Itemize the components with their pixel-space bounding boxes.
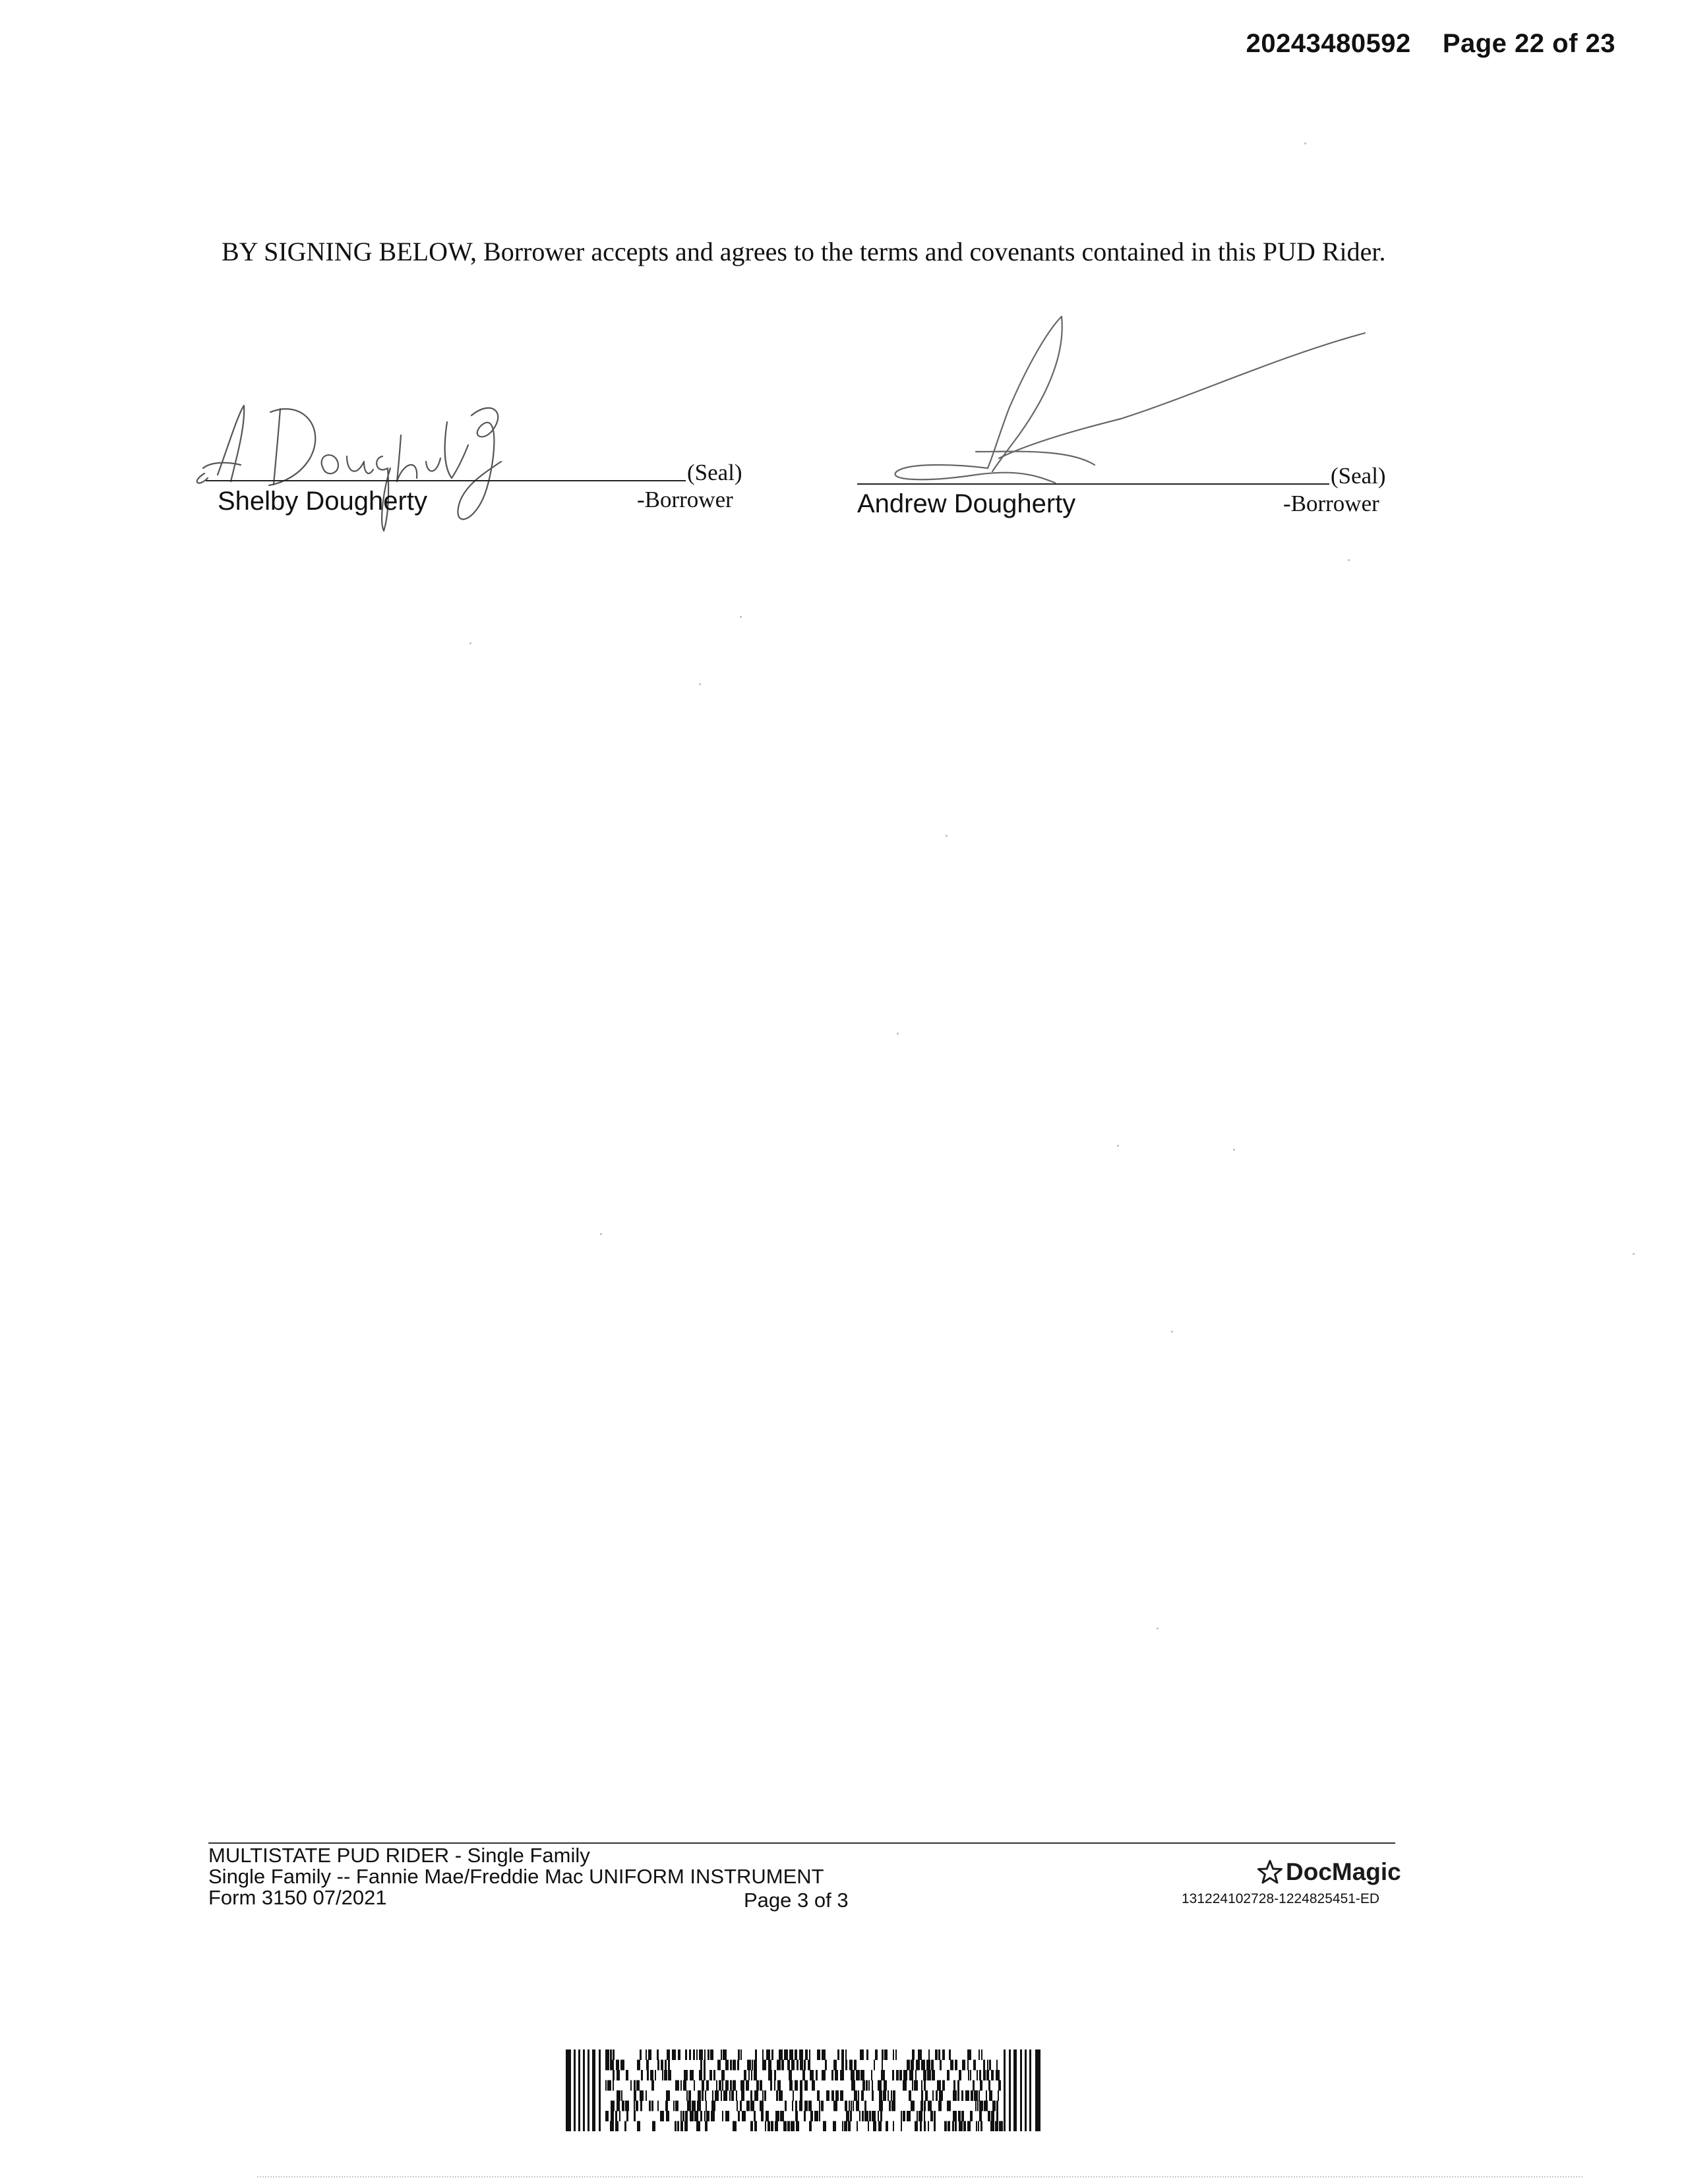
docmagic-brand xyxy=(1257,1858,1401,1886)
document-id: 131224102728-1224825451-ED xyxy=(1182,1891,1380,1906)
form-title: MULTISTATE PUD RIDER - Single Family xyxy=(208,1844,590,1867)
document-number: 20243480592 xyxy=(1246,29,1411,58)
form-number: Form 3150 07/2021 xyxy=(208,1886,387,1909)
scan-speck xyxy=(1157,1627,1159,1629)
form-subtitle: Single Family -- Fannie Mae/Freddie Mac UNIFORM INSTRUMENT xyxy=(208,1865,824,1888)
signing-statement: BY SIGNING BELOW, Borrower accepts and agrees to the terms and covenants contained in this PUD Rider. xyxy=(222,237,1386,266)
role-label: -Borrower xyxy=(1283,491,1379,516)
pdf417-barcode xyxy=(566,2049,1042,2131)
star-outline-icon xyxy=(1257,1859,1283,1885)
scan-speck xyxy=(946,835,948,837)
scan-speck xyxy=(1171,1331,1173,1333)
printed-name: Andrew Dougherty xyxy=(857,489,1076,518)
docmagic-logo-text: DocMagic xyxy=(1286,1858,1401,1885)
scan-speck xyxy=(740,616,742,618)
scan-speck xyxy=(1633,1253,1635,1255)
signature-line xyxy=(206,480,686,481)
scan-speck xyxy=(1348,559,1350,561)
scan-speck xyxy=(897,1033,899,1035)
scan-speck xyxy=(1117,1145,1119,1147)
page-number: Page 22 of 23 xyxy=(1442,29,1615,58)
handwritten-signature-andrew xyxy=(884,310,1385,508)
role-label: -Borrower xyxy=(637,487,733,512)
document-header xyxy=(1246,29,1615,59)
scan-speck xyxy=(699,683,701,685)
signature-line xyxy=(857,483,1329,485)
printed-name: Shelby Dougherty xyxy=(218,487,427,516)
scan-speck xyxy=(1233,1149,1235,1151)
scan-edge-line xyxy=(257,2176,1582,2177)
handwritten-signature-shelby xyxy=(191,396,560,541)
scan-speck xyxy=(1304,142,1306,144)
seal-label: (Seal) xyxy=(1331,463,1386,489)
footer-page-number: Page 3 of 3 xyxy=(744,1889,849,1912)
scan-speck xyxy=(600,1233,602,1235)
scan-speck xyxy=(469,642,471,644)
seal-label: (Seal) xyxy=(687,460,742,485)
